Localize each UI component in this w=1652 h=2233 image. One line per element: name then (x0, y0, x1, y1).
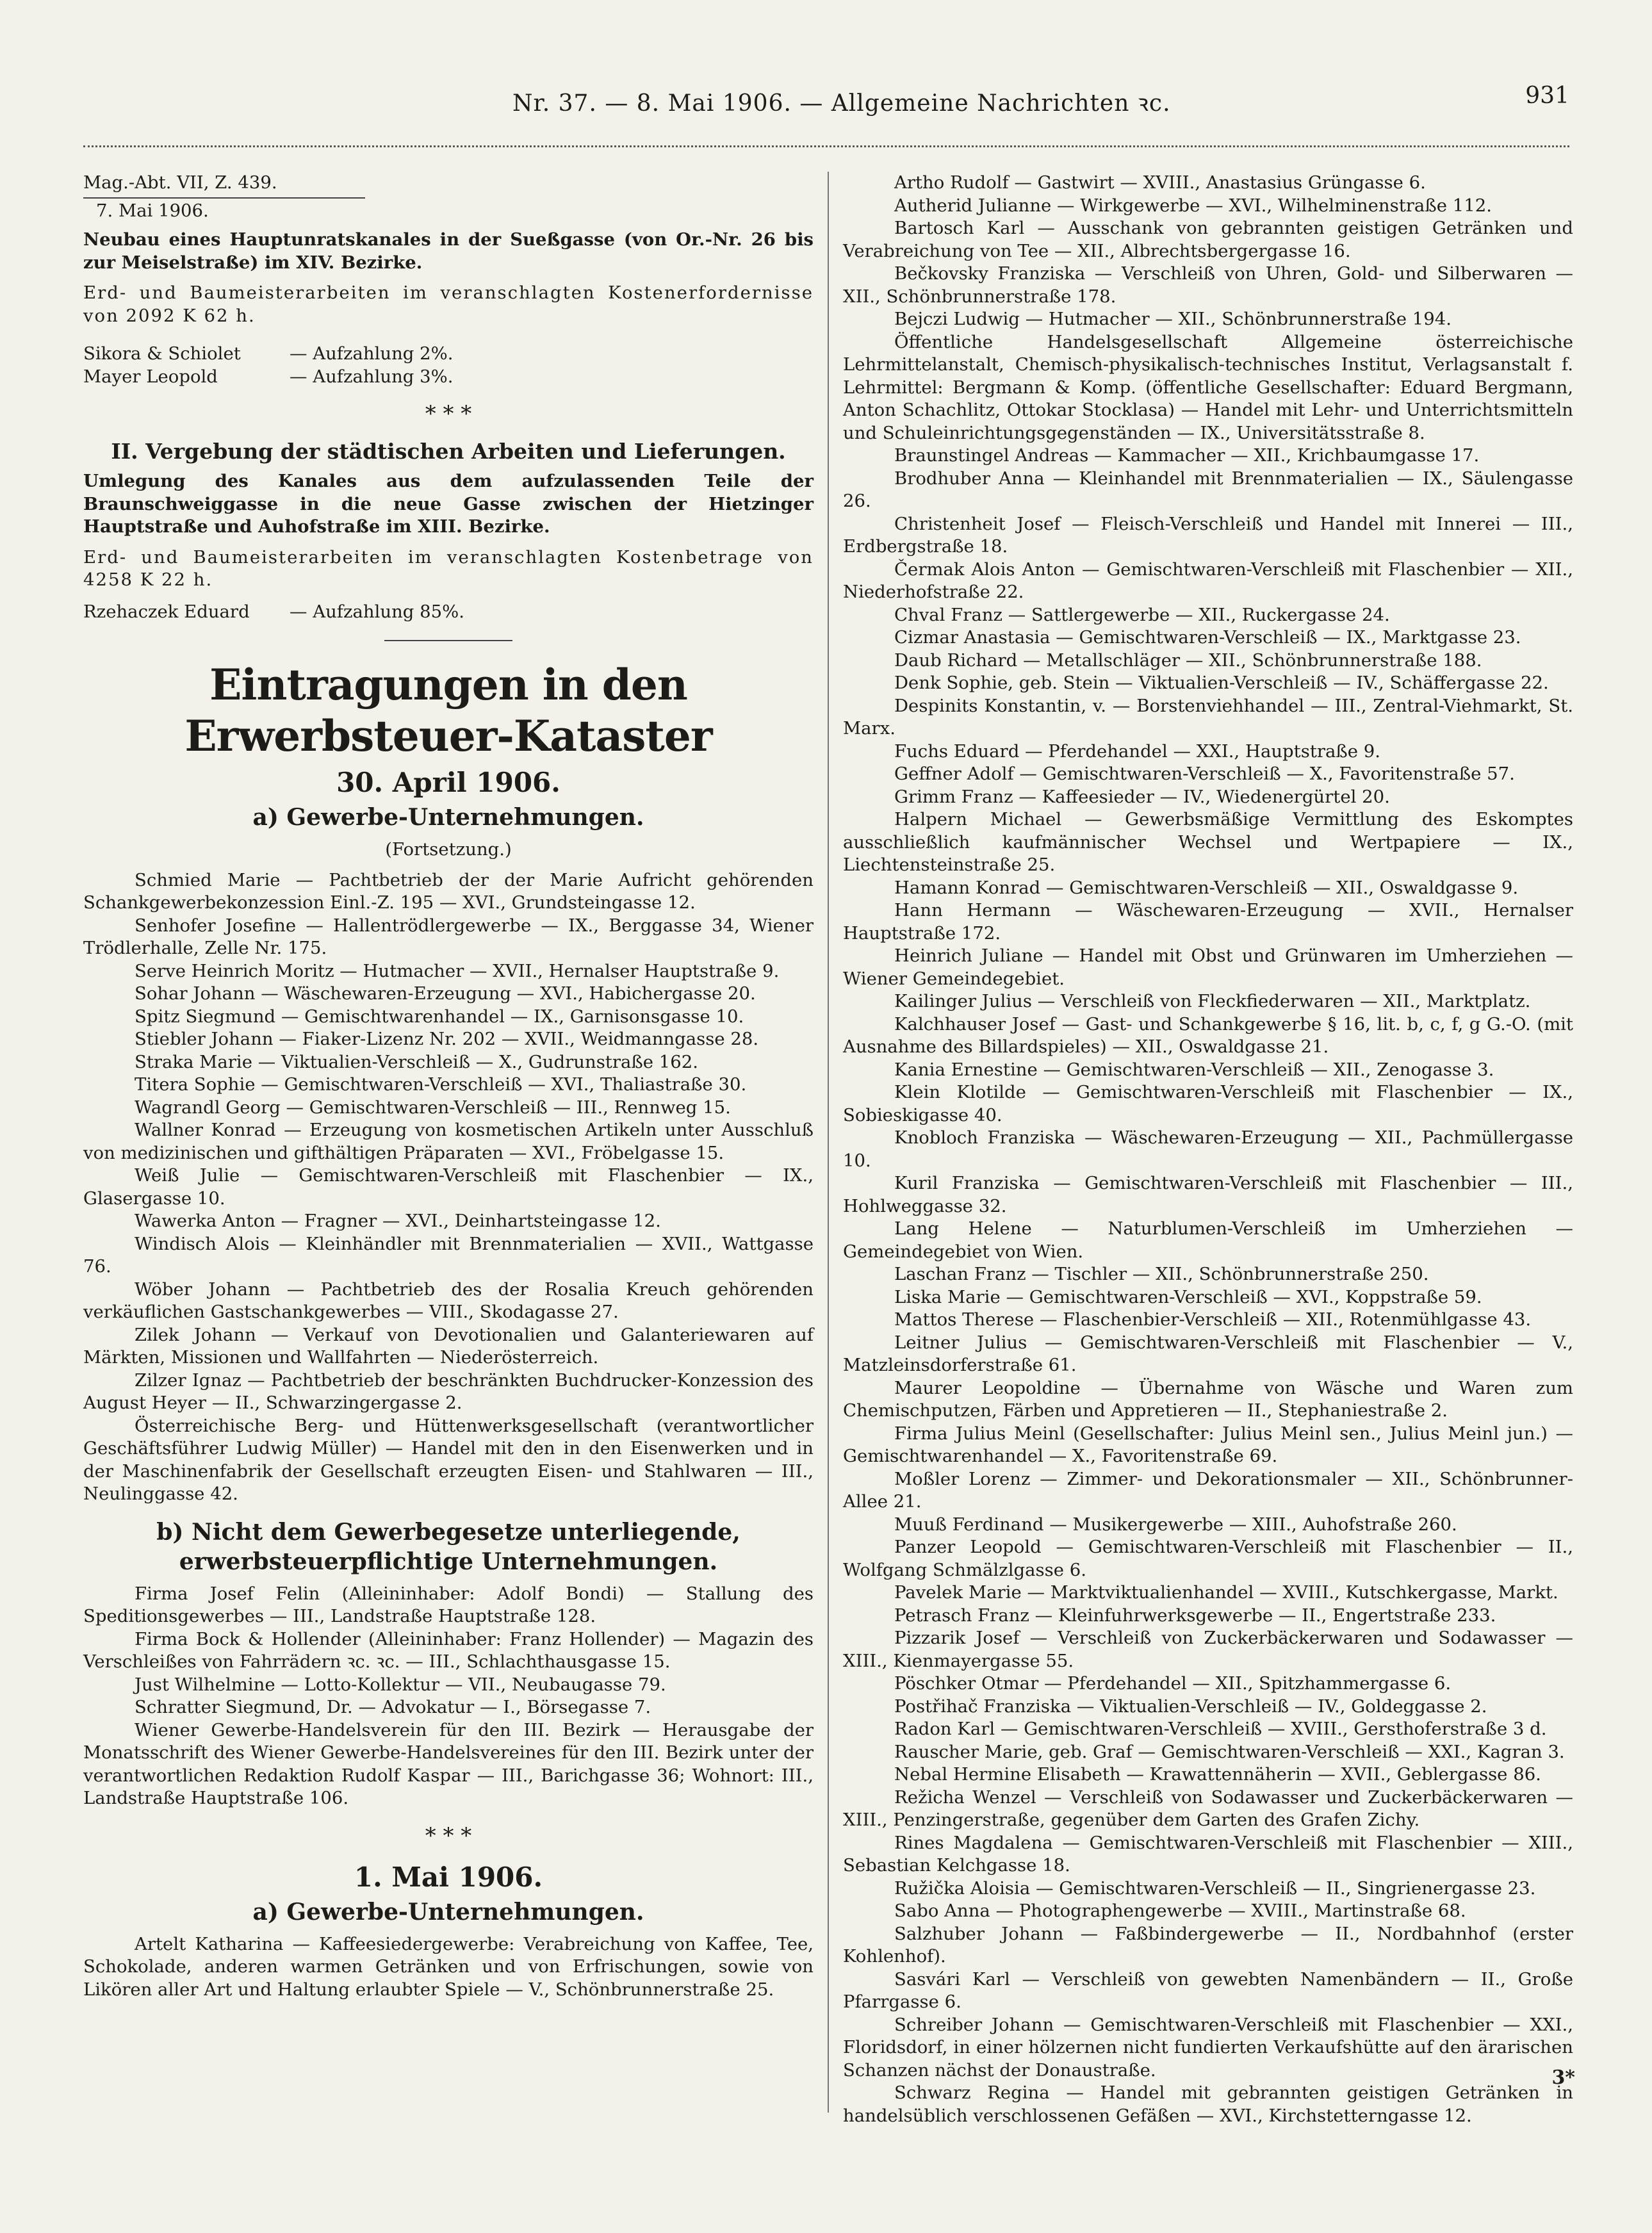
register-entry: Zilek Johann — Verkauf von Devotionalien und Galanteriewaren auf Märkten, Missionen und Wallfahrten — Niederösterreich. (83, 1324, 814, 1368)
register-entry: Geffner Adolf — Gemischtwaren-Verschleiß — X., Favoritenstraße 57. (894, 764, 1515, 784)
register-entry: Ružička Aloisia — Gemischtwaren-Verschleiß — II., Singrienergasse 23. (894, 1877, 1536, 1899)
page-header (83, 74, 1569, 125)
fortsetzung: (Fortsetzung.) (385, 839, 512, 860)
subheading-gewerbe-2: a) Gewerbe-Unternehmungen. (252, 1898, 644, 1926)
bid-value: — Aufzahlung 3%. (290, 366, 454, 387)
register-entry: Panzer Leopold — Gemischtwaren-Verschleiß mit Flaschenbier — II., Wolfgang Schmälzlgasse 6. (843, 1537, 1573, 1580)
register-entry: Daub Richard — Metallschläger — XII., Schönbrunnerstraße 188. (894, 650, 1482, 671)
register-entry: Kuril Franziska — Gemischtwaren-Verschleiß mit Flaschenbier — III., Hohlweggasse 32. (843, 1173, 1573, 1216)
register-entry: Kalchhauser Josef — Gast- und Schankgewerbe § 16, lit. b, c, f, g G.-O. (mit Ausnahme des Billardspieles) — XII., Oswaldgasse 21. (843, 1013, 1573, 1057)
register-entry: Knobloch Franziska — Wäschewaren-Erzeugung — XII., Pachmüllergasse 10. (843, 1127, 1573, 1171)
register-entry: Wawerka Anton — Fragner — XVI., Deinhartsteingasse 12. (135, 1211, 661, 1231)
register-entry: Schwarz Regina — Handel mit gebrannten geistigen Getränken in handelsüblich verschlossenen Gefäßen — XVI., Kirchstetterngasse 12. (843, 2082, 1573, 2126)
register-entry: Wagrandl Georg — Gemischtwaren-Verschleiß — III., Rennweg 15. (135, 1097, 731, 1118)
register-entry: Artelt Katharina — Kaffeesiedergewerbe: Verabreichung von Kaffee, Tee, Schokolade, anderen warmen Getränken und von Erfrischungen, sowie von Likören aller Art und Haltung erlaubter Spiele — V., Schönbrunnerstraße 25. (83, 1933, 814, 2000)
reference-date: 7. Mai 1906. (96, 200, 209, 221)
bidder-name: Sikora & Schiolet (83, 343, 241, 364)
register-entry: Windisch Alois — Kleinhändler mit Brennmaterialien — XVII., Wattgasse 76. (83, 1233, 814, 1277)
register-entry: Hann Hermann — Wäschewaren-Erzeugung — XVII., Hernalser Hauptstraße 172. (843, 900, 1573, 944)
register-entry: Straka Marie — Viktualien-Verschleiß — X., Gudrunstraße 162. (135, 1051, 699, 1072)
register-entry: Režicha Wenzel — Verschleiß von Sodawasser und Zuckerbäckerwaren — XIII., Penzingerstraße, gegenüber dem Garten des Grafen Zichy. (843, 1787, 1573, 1830)
register-entry: Klein Klotilde — Gemischtwaren-Verschleiß mit Flaschenbier — IX., Sobieskigasse 40. (843, 1082, 1573, 1125)
bid-row (83, 601, 814, 624)
register-entry: Kania Ernestine — Gemischtwaren-Verschleiß — XII., Zenogasse 3. (894, 1059, 1494, 1080)
register-entry: Hamann Konrad — Gemischtwaren-Verschleiß — XII., Oswaldgasse 9. (894, 877, 1519, 898)
entries-gewerbe (83, 869, 814, 1506)
register-entry: Braunstingel Andreas — Kammacher — XII., Krichbaumgasse 17. (894, 445, 1480, 466)
kataster-title: Eintragungen in den Erwerbsteuer-Kataster (184, 660, 712, 761)
register-entry: Radon Karl — Gemischtwaren-Verschleiß — XVIII., Gersthoferstraße 3 d. (894, 1719, 1547, 1739)
section-rule (384, 640, 512, 641)
register-entry: Leitner Julius — Gemischtwaren-Verschleiß mit Flaschenbier — V., Matzleinsdorferstraße 61. (843, 1332, 1573, 1375)
register-entry: Petrasch Franz — Kleinfuhrwerksgewerbe — II., Engertstraße 233. (894, 1605, 1496, 1626)
register-entry: Lang Helene — Naturblumen-Verschleiß im Umherziehen — Gemeindegebiet von Wien. (843, 1218, 1573, 1262)
register-entry: Firma Julius Meinl (Gesellschafter: Julius Meinl sen., Julius Meinl jun.) — Gemischtwarenhandel — X., Favoritenstraße 69. (843, 1423, 1573, 1466)
bidder-name: Mayer Leopold (83, 366, 218, 387)
bid-row (83, 343, 814, 366)
register-entry: Sabo Anna — Photographengewerbe — XVIII., Martinstraße 68. (894, 1901, 1466, 1921)
register-entry: Schreiber Johann — Gemischtwaren-Verschleiß mit Flaschenbier — XXI., Floridsdorf, in einer hölzernen nicht fundierten Verkaufshütte auf den ärarischen Schanzen nächst der Donaustraße. (843, 2014, 1573, 2081)
reference-number: Mag.-Abt. VII, Z. 439. (83, 172, 277, 193)
register-entry: Senhofer Josefine — Hallentrödlergewerbe — IX., Berggasse 34, Wiener Trödlerhalle, Zelle Nr. 175. (83, 915, 814, 958)
subheading-nicht-gewerbe: b) Nicht dem Gewerbegesetze unterliegende, erwerbsteuerpflichtige Unternehmungen. (156, 1518, 740, 1575)
signature-mark: 3* (1551, 2066, 1575, 2089)
register-entry: Titera Sophie — Gemischtwaren-Verschleiß — XVI., Thaliastraße 30. (135, 1074, 747, 1095)
entries-nicht-gewerbe (83, 1583, 814, 1810)
register-entry: Čermak Alois Anton — Gemischtwaren-Verschleiß mit Flaschenbier — XII., Niederhofstraße 22. (843, 559, 1573, 602)
register-entry: Sasvári Karl — Verschleiß von gewebten Namenbändern — II., Große Pfarrgasse 6. (843, 1968, 1573, 2012)
register-entry: Rines Magdalena — Gemischtwaren-Verschleiß mit Flaschenbier — XIII., Sebastian Kelchgasse 18. (843, 1832, 1573, 1876)
register-entry: Serve Heinrich Moritz — Hutmacher — XVII., Hernalser Hauptstraße 9. (135, 960, 780, 981)
register-entry: Bartosch Karl — Ausschank von gebrannten geistigen Getränken und Verabreichung von Tee — XII., Albrechtsbergergasse 16. (843, 218, 1573, 261)
register-entry: Bejczi Ludwig — Hutmacher — XII., Schönbrunnerstraße 194. (894, 309, 1452, 329)
register-entry: Rauscher Marie, geb. Graf — Gemischtwaren-Verschleiß — XXI., Kagran 3. (894, 1741, 1565, 1762)
right-column (843, 172, 1573, 2127)
entries-right (843, 172, 1573, 2127)
register-entry: Grimm Franz — Kaffeesieder — IV., Wiedenergürtel 20. (894, 786, 1390, 807)
register-entry: Denk Sophie, geb. Stein — Viktualien-Verschleiß — IV., Schäffergasse 22. (894, 673, 1549, 693)
register-entry: Wallner Konrad — Erzeugung von kosmetischen Artikeln unter Ausschluß von medizinischen und gifthältigen Präparaten — XVI., Fröbelgasse 15. (83, 1120, 814, 1163)
neubau-bids (83, 343, 814, 388)
kanal-bids (83, 601, 814, 624)
register-entry: Despinits Konstantin, v. — Borstenviehhandel — III., Zentral-Viehmarkt, St. Marx. (843, 695, 1573, 739)
register-entry: Mattos Therese — Flaschenbier-Verschleiß — XII., Rotenmühlgasse 43. (894, 1309, 1532, 1330)
kanal-title: Umlegung des Kanales aus dem aufzulassenden Teile der Braunschweiggasse in die neue Gasse zwischen der Hietzinger Hauptstraße und Auhofstraße im XIII. Bezirke. (83, 471, 814, 537)
date-heading-mai: 1. Mai 1906. (354, 1861, 543, 1893)
entries-gewerbe-mai (83, 1933, 814, 2002)
register-entry: Halpern Michael — Gewerbsmäßige Vermittlung des Eskomptes ausschließlich kaufmännischer Wechsel und Wertpapiere — IX., Liechtensteinstraße 25. (843, 809, 1573, 875)
date-heading-april: 30. April 1906. (336, 767, 560, 798)
neubau-title: Neubau eines Hauptunratskanales in der Sueßgasse (von Or.-Nr. 26 bis zur Meiselstraße) im XIV. Bezirke. (83, 229, 814, 273)
bid-value: — Aufzahlung 85%. (290, 601, 465, 622)
register-entry: Pavelek Marie — Marktviktualienhandel — XVIII., Kutschkergasse, Markt. (894, 1582, 1558, 1603)
register-entry: Firma Josef Felin (Alleininhaber: Adolf Bondi) — Stallung des Speditionsgewerbes — III., Landstraße Hauptstraße 128. (83, 1583, 814, 1626)
register-entry: Fuchs Eduard — Pferdehandel — XXI., Hauptstraße 9. (894, 740, 1381, 762)
register-entry: Maurer Leopoldine — Übernahme von Wäsche und Waren zum Chemischputzen, Färben und Appretieren — II., Stephaniestraße 2. (843, 1377, 1573, 1421)
register-entry: Firma Bock & Hollender (Alleininhaber: Franz Hollender) — Magazin des Verschleißes von Fahrrädern ꝛc. ꝛc. — III., Schlachthausgasse 15. (83, 1628, 814, 1672)
register-entry: Liska Marie — Gemischtwaren-Verschleiß — XVI., Koppstraße 59. (894, 1286, 1482, 1307)
register-entry: Pizzarik Josef — Verschleiß von Zuckerbäckerwaren und Sodawasser — XIII., Kienmayergasse 55. (843, 1628, 1573, 1671)
register-entry: Nebal Hermine Elisabeth — Krawattennäherin — XVII., Geblergasse 86. (894, 1764, 1541, 1785)
register-entry: Spitz Siegmund — Gemischtwarenhandel — IX., Garnisonsgasse 10. (135, 1006, 744, 1027)
register-entry: Österreichische Berg- und Hüttenwerksgesellschaft (verantwortlicher Geschäftsführer Ludwig Müller) — Handel mit den in den Eisenwerken und in der Maschinenfabrik der Gesellschaft erzeugten Eisen- und Stahlwaren — III., Neulinggasse 42. (83, 1415, 814, 1504)
neubau-work: Erd- und Baumeisterarbeiten im veranschlagten Kostenerfordernisse von 2092 K 62 h. (83, 282, 814, 326)
register-entry: Schratter Siegmund, Dr. — Advokatur — I., Börsegasse 7. (135, 1697, 651, 1717)
register-entry: Christenheit Josef — Fleisch-Verschleiß und Handel mit Innerei — III., Erdbergstraße 18. (843, 513, 1573, 557)
bid-value: — Aufzahlung 2%. (290, 343, 454, 364)
register-entry: Brodhuber Anna — Kleinhandel mit Brennmaterialien — IX., Säulengasse 26. (843, 468, 1573, 511)
register-entry: Muuß Ferdinand — Musikergewerbe — XIII., Auhofstraße 260. (894, 1514, 1457, 1535)
page-number: 931 (1525, 83, 1569, 109)
register-entry: Heinrich Juliane — Handel mit Obst und Grünwaren im Umherziehen — Wiener Gemeindegebiet. (843, 945, 1573, 989)
header-rule (83, 145, 1569, 147)
register-entry: Öffentliche Handelsgesellschaft Allgemeine österreichische Lehrmittelanstalt, Chemisch-physikalisch-technisches Institut, Verlagsanstalt f. Lehrmittel: Bergmann & Komp. (öffentliche Gesellschafter: Eduard Bergmann, Anton Schachlitz, Ottokar Stocklasa) — Handel mit Lehr- und Unterrichtsmitteln und Schuleinrichtungsgegenständen — IX., Universitätsstraße 8. (843, 331, 1573, 443)
reference-rule (83, 197, 365, 199)
bid-row (83, 366, 814, 389)
register-entry: Sohar Johann — Wäschewaren-Erzeugung — XVI., Habichergasse 20. (135, 983, 756, 1004)
register-entry: Bečkovsky Franziska — Verschleiß von Uhren, Gold- und Silberwaren — XII., Schönbrunnerstraße 178. (843, 263, 1573, 307)
register-entry: Chval Franz — Sattlergewerbe — XII., Ruckergasse 24. (894, 604, 1390, 625)
register-entry: Just Wilhelmine — Lotto-Kollektur — VII., Neubaugasse 79. (135, 1674, 666, 1695)
register-entry: Laschan Franz — Tischler — XII., Schönbrunnerstraße 250. (894, 1264, 1429, 1284)
register-entry: Cizmar Anastasia — Gemischtwaren-Verschleiß — IX., Marktgasse 23. (894, 627, 1521, 648)
register-entry: Postřihač Franziska — Viktualien-Verschleiß — IV., Goldeggasse 2. (894, 1696, 1487, 1717)
running-head: Nr. 37. — 8. Mai 1906. — Allgemeine Nachrichten ꝛc. (512, 90, 1171, 117)
left-column (83, 172, 814, 2001)
section-stars-2: * * * (425, 1822, 472, 1849)
register-entry: Wiener Gewerbe-Handelsverein für den III. Bezirk — Herausgabe der Monatsschrift des Wiener Gewerbe-Handelsvereines für den III. Bezirk unter der verantwortlichen Redaktion Rudolf Kaspar — III., Barichgasse 36; Wohnort: III., Landstraße Hauptstraße 106. (83, 1719, 814, 1808)
register-entry: Moßler Lorenz — Zimmer- und Dekorationsmaler — XII., Schönbrunner-Allee 21. (843, 1468, 1573, 1512)
register-entry: Salzhuber Johann — Faßbindergewerbe — II., Nordbahnhof (erster Kohlenhof). (843, 1923, 1573, 1967)
bidder-name: Rzehaczek Eduard (83, 601, 250, 622)
column-divider (828, 172, 829, 2113)
subheading-gewerbe: a) Gewerbe-Unternehmungen. (252, 804, 644, 831)
register-entry: Pöschker Otmar — Pferdehandel — XII., Spitzhammergasse 6. (894, 1673, 1452, 1694)
section-ii-heading: II. Vergebung der städtischen Arbeiten und Lieferungen. (111, 439, 786, 464)
register-entry: Schmied Marie — Pachtbetrieb der der Marie Aufricht gehörenden Schankgewerbekonzession Einl.-Z. 195 — XVI., Grundsteingasse 12. (83, 869, 814, 913)
register-entry: Artho Rudolf — Gastwirt — XVIII., Anastasius Grüngasse 6. (894, 172, 1426, 193)
register-entry: Weiß Julie — Gemischtwaren-Verschleiß mit Flaschenbier — IX., Glasergasse 10. (83, 1165, 814, 1209)
register-entry: Stiebler Johann — Fiaker-Lizenz Nr. 202 — XVII., Weidmanngasse 28. (135, 1029, 759, 1049)
kanal-work: Erd- und Baumeisterarbeiten im veranschlagten Kostenbetrage von 4258 K 22 h. (83, 546, 814, 590)
register-entry: Zilzer Ignaz — Pachtbetrieb der beschränkten Buchdrucker-Konzession des August Heyer — II., Schwarzingergasse 2. (83, 1370, 814, 1413)
register-entry: Autherid Julianne — Wirkgewerbe — XVI., Wilhelminenstraße 112. (894, 195, 1492, 216)
section-stars: * * * (425, 401, 472, 427)
register-entry: Wöber Johann — Pachtbetrieb des der Rosalia Kreuch gehörenden verkäuflichen Gastschankgewerbes — VIII., Skodagasse 27. (83, 1279, 814, 1322)
register-entry: Kailinger Julius — Verschleiß von Fleckfiederwaren — XII., Marktplatz. (894, 991, 1531, 1011)
